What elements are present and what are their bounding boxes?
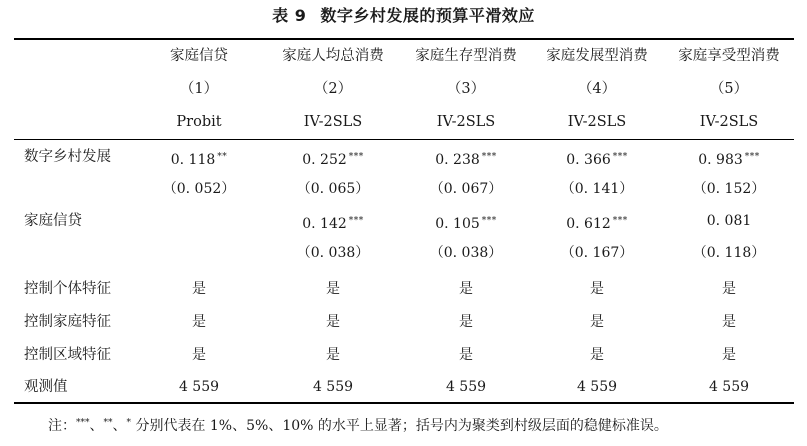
cell-value: 0. 118 xyxy=(170,152,216,168)
header-row-names xyxy=(0,44,807,68)
cell-value: 是 xyxy=(192,314,206,330)
column-header: 家庭生存型消费 xyxy=(415,48,517,64)
table-row xyxy=(0,177,807,201)
significance-stars: *** xyxy=(744,152,760,162)
table-cell xyxy=(399,343,533,367)
table-cell xyxy=(266,310,400,334)
cell-value: （0. 065） xyxy=(296,181,370,197)
column-method: IV-2SLS xyxy=(699,114,759,130)
table-cell xyxy=(530,310,664,334)
cell-value: （0. 067） xyxy=(429,181,503,197)
column-index: （2） xyxy=(313,81,353,97)
cell-value: 是 xyxy=(326,314,340,330)
column-header: 家庭发展型消费 xyxy=(546,48,648,64)
cell-value: 是 xyxy=(326,281,340,297)
cell-value: （0. 038） xyxy=(429,245,503,261)
bottom-rule xyxy=(14,402,794,404)
cell-value: 是 xyxy=(192,347,206,363)
table-cell xyxy=(132,310,266,334)
cell-value: （0. 118） xyxy=(692,245,766,261)
table-row xyxy=(0,277,807,301)
cell-value: 是 xyxy=(722,347,736,363)
column-index: （1） xyxy=(179,81,219,97)
table-cell xyxy=(266,145,400,172)
table-cell xyxy=(399,277,533,301)
cell-value: 是 xyxy=(722,314,736,330)
cell-value: 0. 105 xyxy=(435,216,480,232)
table-cell xyxy=(530,277,664,301)
cell-value: 0. 612 xyxy=(566,216,611,232)
table-cell xyxy=(662,310,796,334)
table-cell xyxy=(132,177,266,201)
table-row xyxy=(0,375,807,399)
table-row xyxy=(0,145,807,169)
table-row xyxy=(0,209,807,233)
table-title xyxy=(0,4,807,28)
cell-value: 是 xyxy=(590,314,604,330)
row-label: 控制个体特征 xyxy=(24,281,111,297)
table-cell xyxy=(662,375,796,399)
row-label: 控制区域特征 xyxy=(24,347,111,363)
table-cell xyxy=(132,375,266,399)
table-cell xyxy=(662,145,796,172)
table-cell xyxy=(266,209,400,236)
significance-stars: *** xyxy=(612,152,628,162)
cell-value: 是 xyxy=(459,281,473,297)
table-cell xyxy=(662,209,796,233)
header-row-index xyxy=(0,77,807,101)
column-index: （5） xyxy=(709,81,749,97)
table-cell xyxy=(662,177,796,201)
cell-value: （0. 038） xyxy=(296,245,370,261)
table-number: 表 9 xyxy=(272,6,307,25)
row-label: 数字乡村发展 xyxy=(24,149,111,165)
significance-stars: *** xyxy=(481,152,497,162)
table-cell xyxy=(266,241,400,265)
cell-value: 是 xyxy=(459,314,473,330)
table-row xyxy=(0,241,807,265)
cell-value: 是 xyxy=(459,347,473,363)
table-cell xyxy=(132,145,266,172)
header-rule xyxy=(14,139,794,140)
note-prefix: 注： xyxy=(48,418,76,434)
significance-stars: *** xyxy=(481,216,497,226)
table-cell xyxy=(266,343,400,367)
table-row xyxy=(0,310,807,334)
table-cell xyxy=(266,177,400,201)
table-cell xyxy=(662,277,796,301)
cell-value: 0. 142 xyxy=(302,216,347,232)
column-method: Probit xyxy=(176,114,222,130)
cell-value: 是 xyxy=(590,347,604,363)
cell-value: 是 xyxy=(192,281,206,297)
table-cell xyxy=(399,375,533,399)
cell-value: （0. 167） xyxy=(560,245,634,261)
cell-value: 4 559 xyxy=(445,379,487,395)
cell-value: 0. 252 xyxy=(302,152,347,168)
cell-value: （0. 052） xyxy=(162,181,236,197)
row-label: 控制家庭特征 xyxy=(24,314,111,330)
note-separator: 、 xyxy=(89,418,104,434)
table-row xyxy=(0,343,807,367)
note-separator: 、 xyxy=(112,418,127,434)
table-cell xyxy=(132,343,266,367)
cell-value: 是 xyxy=(326,347,340,363)
note-symbol: *** xyxy=(76,418,90,428)
column-index: （3） xyxy=(446,81,486,97)
note-symbol: ** xyxy=(103,418,113,428)
table-note xyxy=(48,412,668,437)
cell-value: 是 xyxy=(722,281,736,297)
row-label: 家庭信贷 xyxy=(24,213,82,229)
column-header: 家庭信贷 xyxy=(170,48,228,64)
table-cell xyxy=(399,241,533,265)
table-cell xyxy=(399,310,533,334)
column-method: IV-2SLS xyxy=(567,114,627,130)
table-cell xyxy=(530,241,664,265)
column-method: IV-2SLS xyxy=(436,114,496,130)
table-cell xyxy=(266,277,400,301)
cell-value: 0. 366 xyxy=(566,152,611,168)
cell-value: 4 559 xyxy=(576,379,618,395)
cell-value: 是 xyxy=(590,281,604,297)
cell-value: 4 559 xyxy=(708,379,750,395)
significance-stars: *** xyxy=(348,216,364,226)
table-cell xyxy=(399,209,533,236)
column-header: 家庭享受型消费 xyxy=(678,48,780,64)
row-label: 观测值 xyxy=(24,379,68,395)
table-cell xyxy=(530,145,664,172)
table-cell xyxy=(399,177,533,201)
column-method: IV-2SLS xyxy=(303,114,363,130)
table-cell xyxy=(530,343,664,367)
cell-value: 0. 238 xyxy=(435,152,480,168)
top-rule xyxy=(14,38,794,40)
significance-stars: ** xyxy=(217,152,228,162)
column-index: （4） xyxy=(577,81,617,97)
cell-value: （0. 141） xyxy=(560,181,634,197)
table-cell xyxy=(530,375,664,399)
table-cell xyxy=(266,375,400,399)
note-text: 分别代表在 1%、5%、10% 的水平上显著；括号内为聚类到村级层面的稳健标准误。 xyxy=(135,418,668,434)
cell-value: 0. 983 xyxy=(698,152,743,168)
note-symbol: * xyxy=(126,418,131,428)
significance-stars: *** xyxy=(348,152,364,162)
table-cell xyxy=(662,343,796,367)
cell-value: 0. 081 xyxy=(706,213,752,229)
column-header: 家庭人均总消费 xyxy=(282,48,384,64)
table-cell xyxy=(530,209,664,236)
header-row-method xyxy=(0,110,807,134)
table-caption: 数字乡村发展的预算平滑效应 xyxy=(320,6,535,25)
significance-stars: *** xyxy=(612,216,628,226)
table-cell xyxy=(662,241,796,265)
table-cell xyxy=(399,145,533,172)
table-cell xyxy=(132,277,266,301)
cell-value: 4 559 xyxy=(312,379,354,395)
cell-value: 4 559 xyxy=(178,379,220,395)
table-cell xyxy=(530,177,664,201)
cell-value: （0. 152） xyxy=(692,181,766,197)
